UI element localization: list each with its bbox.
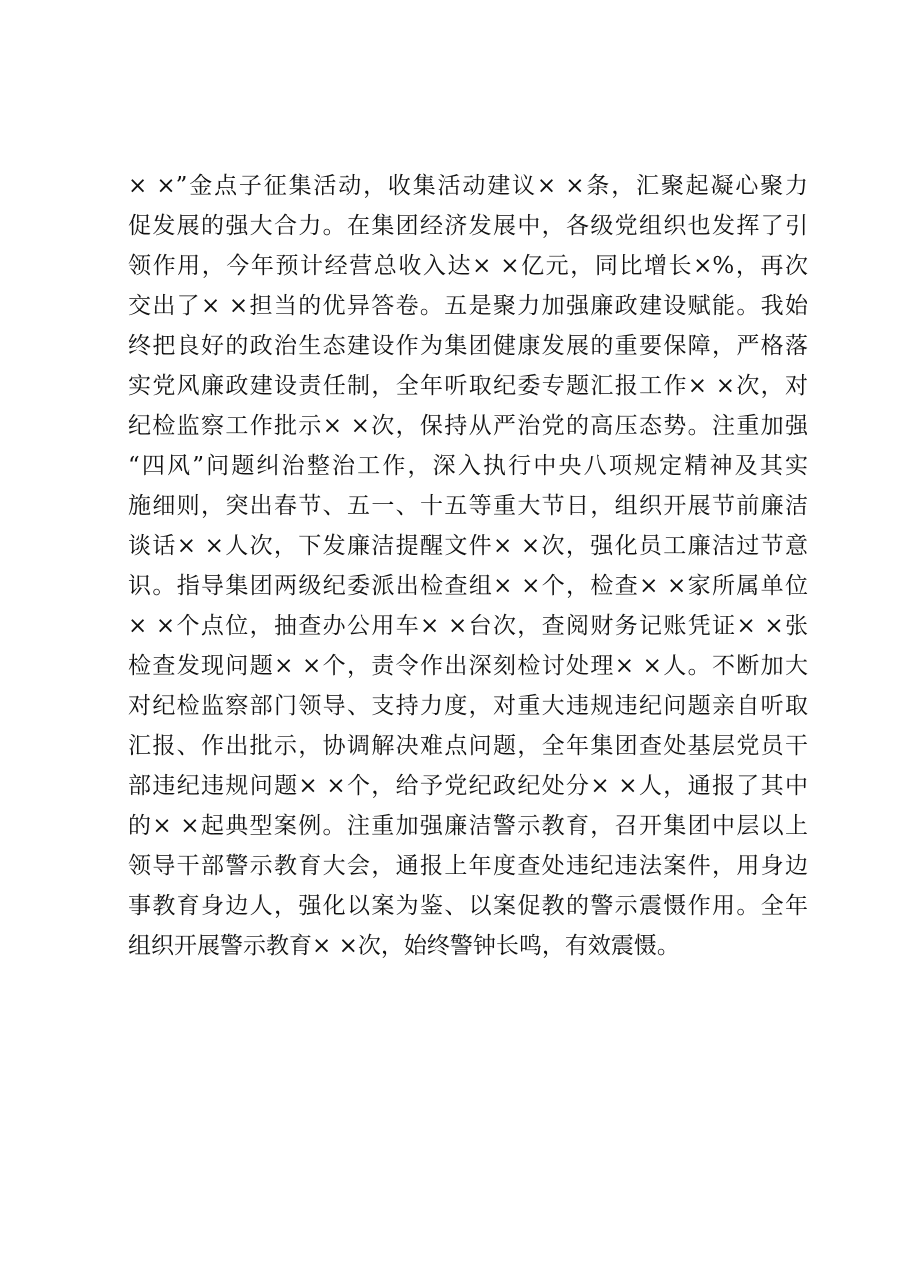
- body-paragraph: [128, 166, 808, 966]
- text-line: 施细则，突出春节、五一、十五等重大节日，组织开展节前廉洁: [128, 493, 808, 519]
- text-line: 纪检监察工作批示× ×次，保持从严治党的高压态势。注重加强: [128, 413, 808, 439]
- text-line: 实党风廉政建设责任制，全年听取纪委专题汇报工作× ×次，对: [128, 373, 808, 399]
- text-line: × ×个点位，抽查办公用车× ×台次，查阅财务记账凭证× ×张: [128, 613, 808, 639]
- text-line: 识。指导集团两级纪委派出检查组× ×个，检查× ×家所属单位: [128, 573, 808, 599]
- text-line: 领导干部警示教育大会，通报上年度查处违纪违法案件，用身边: [128, 853, 808, 879]
- text-line: 检查发现问题× ×个，责令作出深刻检讨处理× ×人。不断加大: [128, 653, 808, 679]
- text-line: 事教育身边人，强化以案为鉴、以案促教的警示震慑作用。全年: [128, 893, 808, 919]
- text-line: 对纪检监察部门领导、支持力度，对重大违规违纪问题亲自听取: [128, 693, 808, 719]
- text-line: 汇报、作出批示，协调解决难点问题，全年集团查处基层党员干: [128, 733, 808, 759]
- text-line: 领作用，今年预计经营总收入达× ×亿元，同比增长×%，再次: [128, 253, 808, 279]
- text-line: × ×”金点子征集活动，收集活动建议× ×条，汇聚起凝心聚力: [128, 173, 808, 199]
- text-line: 部违纪违规问题× ×个，给予党纪政纪处分× ×人，通报了其中: [128, 773, 808, 799]
- text-line: 谈话× ×人次，下发廉洁提醒文件× ×次，强化员工廉洁过节意: [128, 533, 808, 559]
- text-line: “四风”问题纠治整治工作，深入执行中央八项规定精神及其实: [128, 453, 808, 479]
- text-line: 的× ×起典型案例。注重加强廉洁警示教育，召开集团中层以上: [128, 813, 808, 839]
- text-line: 促发展的强大合力。在集团经济发展中，各级党组织也发挥了引: [128, 213, 808, 239]
- text-line: 组织开展警示教育× ×次，始终警钟长鸣，有效震慑。: [128, 933, 680, 959]
- text-line: 交出了× ×担当的优异答卷。五是聚力加强廉政建设赋能。我始: [128, 293, 808, 319]
- text-line: 终把良好的政治生态建设作为集团健康发展的重要保障，严格落: [128, 333, 808, 359]
